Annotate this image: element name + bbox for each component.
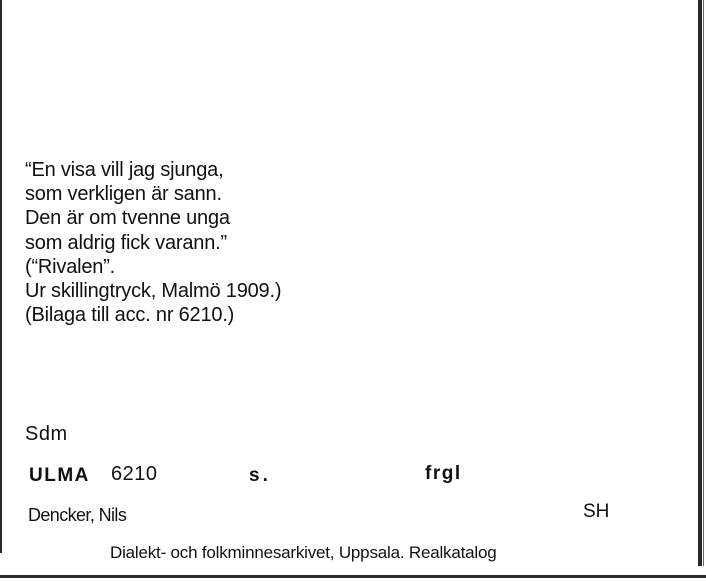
page-mark: s. [249,465,271,486]
card-left-edge [0,0,2,553]
category-code: frgl [425,463,462,484]
archivist-initials: SH [583,501,610,522]
collector-name: Dencker, Nils [28,505,127,525]
card-right-edge-shadow [703,0,704,566]
accession-number: 6210 [111,463,158,485]
verse-line: “En visa vill jag sjunga, [25,159,224,181]
attachment-note-line: (Bilaga till acc. nr 6210.) [25,304,235,327]
archive-footer: Dialekt- och folkminnesarkivet, Uppsala. Realkatalog [110,543,497,562]
classification-row [29,465,629,491]
verse-line: Den är om tvenne unga [25,207,230,230]
card-bottom-edge [0,575,706,578]
verse-block [25,158,625,327]
verse-line: som aldrig fick varann.” [25,231,227,254]
source-origin-line: Ur skillingtryck, Malmö 1909.) [25,280,282,303]
card-right-edge [698,0,702,566]
archive-code: ULMA [29,465,90,486]
verse-line: som verkligen är sann. [25,183,222,206]
source-title-line: (“Rivalen”. [25,255,116,278]
region-code: Sdm [25,423,68,445]
